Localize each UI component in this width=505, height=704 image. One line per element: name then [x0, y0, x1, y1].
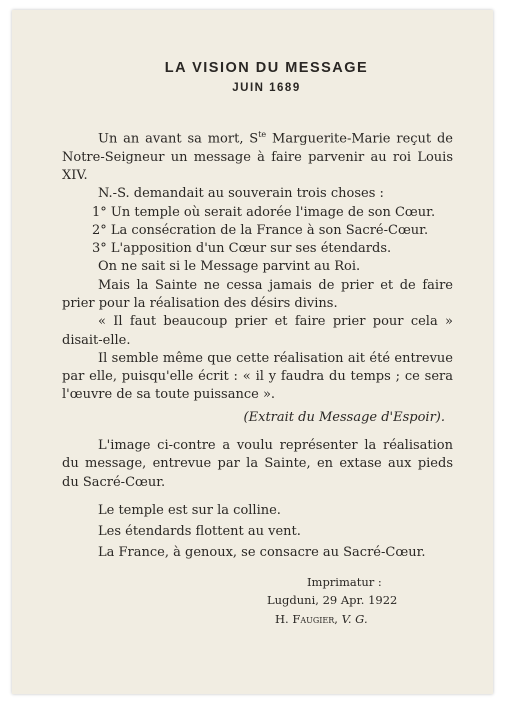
signer-title: V. G.	[341, 611, 368, 626]
paragraph-1-start: Un an avant sa mort, S	[98, 131, 259, 147]
document-date: JUIN 1689	[232, 82, 301, 94]
imprimatur-label: Imprimatur :	[307, 574, 382, 589]
short-line: Le temple est sur la colline.	[98, 502, 281, 518]
source-citation: (Extrait du Message d'Espoir).	[243, 409, 445, 425]
imprimatur-block	[267, 573, 453, 629]
short-line: Les étendards flottent au vent.	[98, 523, 301, 539]
short-line: La France, à genoux, se consacre au Sacré-Cœur.	[98, 544, 426, 560]
paragraph-7: L'image ci-contre a voulu représenter la réalisation du message, entrevue par la Sainte, en extase aux pieds du Sacré-Cœur.	[62, 438, 453, 490]
paragraph-3: On ne sait si le Message parvint au Roi.	[98, 259, 361, 275]
prayer-card	[12, 10, 493, 694]
paragraph-6: Il semble même que cette réalisation ait été entrevue par elle, puisqu'elle écrit : « il y faudra du temps ; ce sera l'œuvre de sa toute puissance ».	[62, 350, 453, 403]
imprimatur-place-date: Lugduni, 29 Apr. 1922	[267, 593, 398, 608]
document-title: LA VISION DU MESSAGE	[164, 60, 369, 76]
list-item: 2° La consécration de la France à son Sacré-Cœur.	[92, 222, 429, 238]
spacer	[62, 492, 453, 500]
list-item: 1° Un temple où serait adorée l'image de son Cœur.	[92, 204, 436, 220]
imprimatur-signer	[267, 610, 453, 629]
paragraph-4: Mais la Sainte ne cessa jamais de prier et de faire prier pour la réalisation des désirs divins.	[62, 277, 453, 311]
paragraph-2: N.-S. demandait au souverain trois choses :	[98, 186, 384, 202]
list-item: 3° L'apposition d'un Cœur sur ses étendards.	[92, 241, 392, 257]
paragraph-5: « Il faut beaucoup prier et faire prier pour cela » disait-elle.	[62, 314, 453, 348]
saint-abbrev-sup: te	[258, 130, 267, 139]
paragraph-1	[62, 126, 453, 185]
signer-name: H. Faugier,	[275, 611, 338, 626]
paragraph-1-end: Marguerite-Marie reçut de Notre-Seigneur un message à faire parvenir au roi Louis XIV.	[62, 131, 454, 183]
